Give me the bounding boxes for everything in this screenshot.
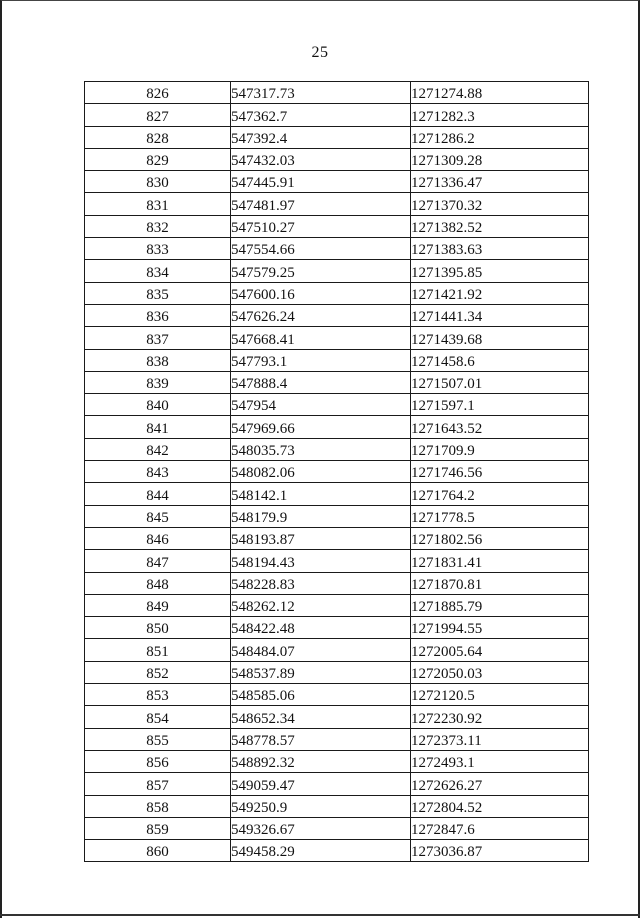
- point-number-cell: 846: [85, 527, 231, 549]
- table-row: [85, 215, 589, 237]
- x-coordinate-cell: 547510.27: [231, 215, 411, 237]
- x-coordinate-cell: 548585.06: [231, 684, 411, 706]
- y-coordinate-cell: 1272120.5: [411, 684, 589, 706]
- table-row: [85, 684, 589, 706]
- point-number-cell: 857: [85, 773, 231, 795]
- table-row: [85, 706, 589, 728]
- x-coordinate-cell: 548652.34: [231, 706, 411, 728]
- x-coordinate-cell: 547432.03: [231, 148, 411, 170]
- table-row: [85, 594, 589, 616]
- table-row: [85, 550, 589, 572]
- point-number-cell: 833: [85, 238, 231, 260]
- table-row: [85, 527, 589, 549]
- table-row: [85, 349, 589, 371]
- x-coordinate-cell: 547888.4: [231, 371, 411, 393]
- x-coordinate-cell: 548142.1: [231, 483, 411, 505]
- point-number-cell: 830: [85, 171, 231, 193]
- point-number-cell: 848: [85, 572, 231, 594]
- x-coordinate-cell: 547554.66: [231, 238, 411, 260]
- y-coordinate-cell: 1272804.52: [411, 795, 589, 817]
- x-coordinate-cell: 547954: [231, 394, 411, 416]
- point-number-cell: 847: [85, 550, 231, 572]
- y-coordinate-cell: 1271439.68: [411, 327, 589, 349]
- point-number-cell: 826: [85, 82, 231, 104]
- x-coordinate-cell: 547600.16: [231, 282, 411, 304]
- y-coordinate-cell: 1271885.79: [411, 594, 589, 616]
- x-coordinate-cell: 548422.48: [231, 617, 411, 639]
- table-row: [85, 728, 589, 750]
- point-number-cell: 834: [85, 260, 231, 282]
- page-number: 25: [311, 44, 329, 61]
- table-row: [85, 661, 589, 683]
- x-coordinate-cell: 549458.29: [231, 840, 411, 862]
- table-row: [85, 483, 589, 505]
- point-number-cell: 858: [85, 795, 231, 817]
- x-coordinate-cell: 547793.1: [231, 349, 411, 371]
- x-coordinate-cell: 547969.66: [231, 416, 411, 438]
- y-coordinate-cell: 1271395.85: [411, 260, 589, 282]
- y-coordinate-cell: 1272230.92: [411, 706, 589, 728]
- point-number-cell: 839: [85, 371, 231, 393]
- table-row: [85, 304, 589, 326]
- point-number-cell: 853: [85, 684, 231, 706]
- y-coordinate-cell: 1271802.56: [411, 527, 589, 549]
- y-coordinate-cell: 1273036.87: [411, 840, 589, 862]
- point-number-cell: 849: [85, 594, 231, 616]
- y-coordinate-cell: 1272626.27: [411, 773, 589, 795]
- y-coordinate-cell: 1271441.34: [411, 304, 589, 326]
- x-coordinate-cell: 547317.73: [231, 82, 411, 104]
- y-coordinate-cell: 1271831.41: [411, 550, 589, 572]
- x-coordinate-cell: 547392.4: [231, 126, 411, 148]
- y-coordinate-cell: 1271746.56: [411, 461, 589, 483]
- table-row: [85, 171, 589, 193]
- table-row: [85, 193, 589, 215]
- y-coordinate-cell: 1272005.64: [411, 639, 589, 661]
- x-coordinate-cell: 549326.67: [231, 817, 411, 839]
- point-number-cell: 836: [85, 304, 231, 326]
- point-number-cell: 827: [85, 104, 231, 126]
- y-coordinate-cell: 1271643.52: [411, 416, 589, 438]
- point-number-cell: 842: [85, 438, 231, 460]
- point-number-cell: 844: [85, 483, 231, 505]
- y-coordinate-cell: 1271309.28: [411, 148, 589, 170]
- y-coordinate-cell: 1272847.6: [411, 817, 589, 839]
- table-row: [85, 282, 589, 304]
- x-coordinate-cell: 548193.87: [231, 527, 411, 549]
- y-coordinate-cell: 1271709.9: [411, 438, 589, 460]
- y-coordinate-cell: 1271336.47: [411, 171, 589, 193]
- table-row: [85, 773, 589, 795]
- y-coordinate-cell: 1271383.63: [411, 238, 589, 260]
- table-row: [85, 371, 589, 393]
- x-coordinate-cell: 548778.57: [231, 728, 411, 750]
- point-number-cell: 831: [85, 193, 231, 215]
- x-coordinate-cell: 548537.89: [231, 661, 411, 683]
- y-coordinate-cell: 1271764.2: [411, 483, 589, 505]
- table-row: [85, 126, 589, 148]
- table-row: [85, 505, 589, 527]
- point-number-cell: 855: [85, 728, 231, 750]
- point-number-cell: 852: [85, 661, 231, 683]
- point-number-cell: 850: [85, 617, 231, 639]
- table-row: [85, 327, 589, 349]
- point-number-cell: 860: [85, 840, 231, 862]
- y-coordinate-cell: 1271994.55: [411, 617, 589, 639]
- x-coordinate-cell: 548484.07: [231, 639, 411, 661]
- y-coordinate-cell: 1271597.1: [411, 394, 589, 416]
- table-row: [85, 750, 589, 772]
- table-row: [85, 148, 589, 170]
- y-coordinate-cell: 1271286.2: [411, 126, 589, 148]
- point-number-cell: 828: [85, 126, 231, 148]
- x-coordinate-cell: 548892.32: [231, 750, 411, 772]
- x-coordinate-cell: 547445.91: [231, 171, 411, 193]
- table-row: [85, 260, 589, 282]
- point-number-cell: 835: [85, 282, 231, 304]
- coordinates-table-body: [85, 82, 589, 862]
- x-coordinate-cell: 547579.25: [231, 260, 411, 282]
- x-coordinate-cell: 548228.83: [231, 572, 411, 594]
- x-coordinate-cell: 547668.41: [231, 327, 411, 349]
- y-coordinate-cell: 1271421.92: [411, 282, 589, 304]
- x-coordinate-cell: 549059.47: [231, 773, 411, 795]
- point-number-cell: 829: [85, 148, 231, 170]
- point-number-cell: 832: [85, 215, 231, 237]
- bottom-rule: [0, 914, 640, 916]
- x-coordinate-cell: 547362.7: [231, 104, 411, 126]
- point-number-cell: 837: [85, 327, 231, 349]
- x-coordinate-cell: 548179.9: [231, 505, 411, 527]
- y-coordinate-cell: 1271274.88: [411, 82, 589, 104]
- table-row: [85, 416, 589, 438]
- x-coordinate-cell: 548035.73: [231, 438, 411, 460]
- x-coordinate-cell: 549250.9: [231, 795, 411, 817]
- y-coordinate-cell: 1271370.32: [411, 193, 589, 215]
- table-row: [85, 461, 589, 483]
- y-coordinate-cell: 1271778.5: [411, 505, 589, 527]
- y-coordinate-cell: 1271282.3: [411, 104, 589, 126]
- point-number-cell: 841: [85, 416, 231, 438]
- table-row: [85, 840, 589, 862]
- point-number-cell: 856: [85, 750, 231, 772]
- coordinates-table: [84, 81, 589, 862]
- table-row: [85, 817, 589, 839]
- point-number-cell: 840: [85, 394, 231, 416]
- y-coordinate-cell: 1271870.81: [411, 572, 589, 594]
- y-coordinate-cell: 1271382.52: [411, 215, 589, 237]
- table-row: [85, 438, 589, 460]
- x-coordinate-cell: 548194.43: [231, 550, 411, 572]
- point-number-cell: 838: [85, 349, 231, 371]
- table-row: [85, 795, 589, 817]
- x-coordinate-cell: 548262.12: [231, 594, 411, 616]
- table-row: [85, 617, 589, 639]
- point-number-cell: 859: [85, 817, 231, 839]
- y-coordinate-cell: 1272493.1: [411, 750, 589, 772]
- table-row: [85, 238, 589, 260]
- table-row: [85, 104, 589, 126]
- x-coordinate-cell: 547626.24: [231, 304, 411, 326]
- point-number-cell: 843: [85, 461, 231, 483]
- x-coordinate-cell: 547481.97: [231, 193, 411, 215]
- table-row: [85, 82, 589, 104]
- y-coordinate-cell: 1271507.01: [411, 371, 589, 393]
- y-coordinate-cell: 1272373.11: [411, 728, 589, 750]
- point-number-cell: 845: [85, 505, 231, 527]
- table-row: [85, 639, 589, 661]
- table-row: [85, 394, 589, 416]
- point-number-cell: 854: [85, 706, 231, 728]
- x-coordinate-cell: 548082.06: [231, 461, 411, 483]
- point-number-cell: 851: [85, 639, 231, 661]
- table-row: [85, 572, 589, 594]
- y-coordinate-cell: 1272050.03: [411, 661, 589, 683]
- y-coordinate-cell: 1271458.6: [411, 349, 589, 371]
